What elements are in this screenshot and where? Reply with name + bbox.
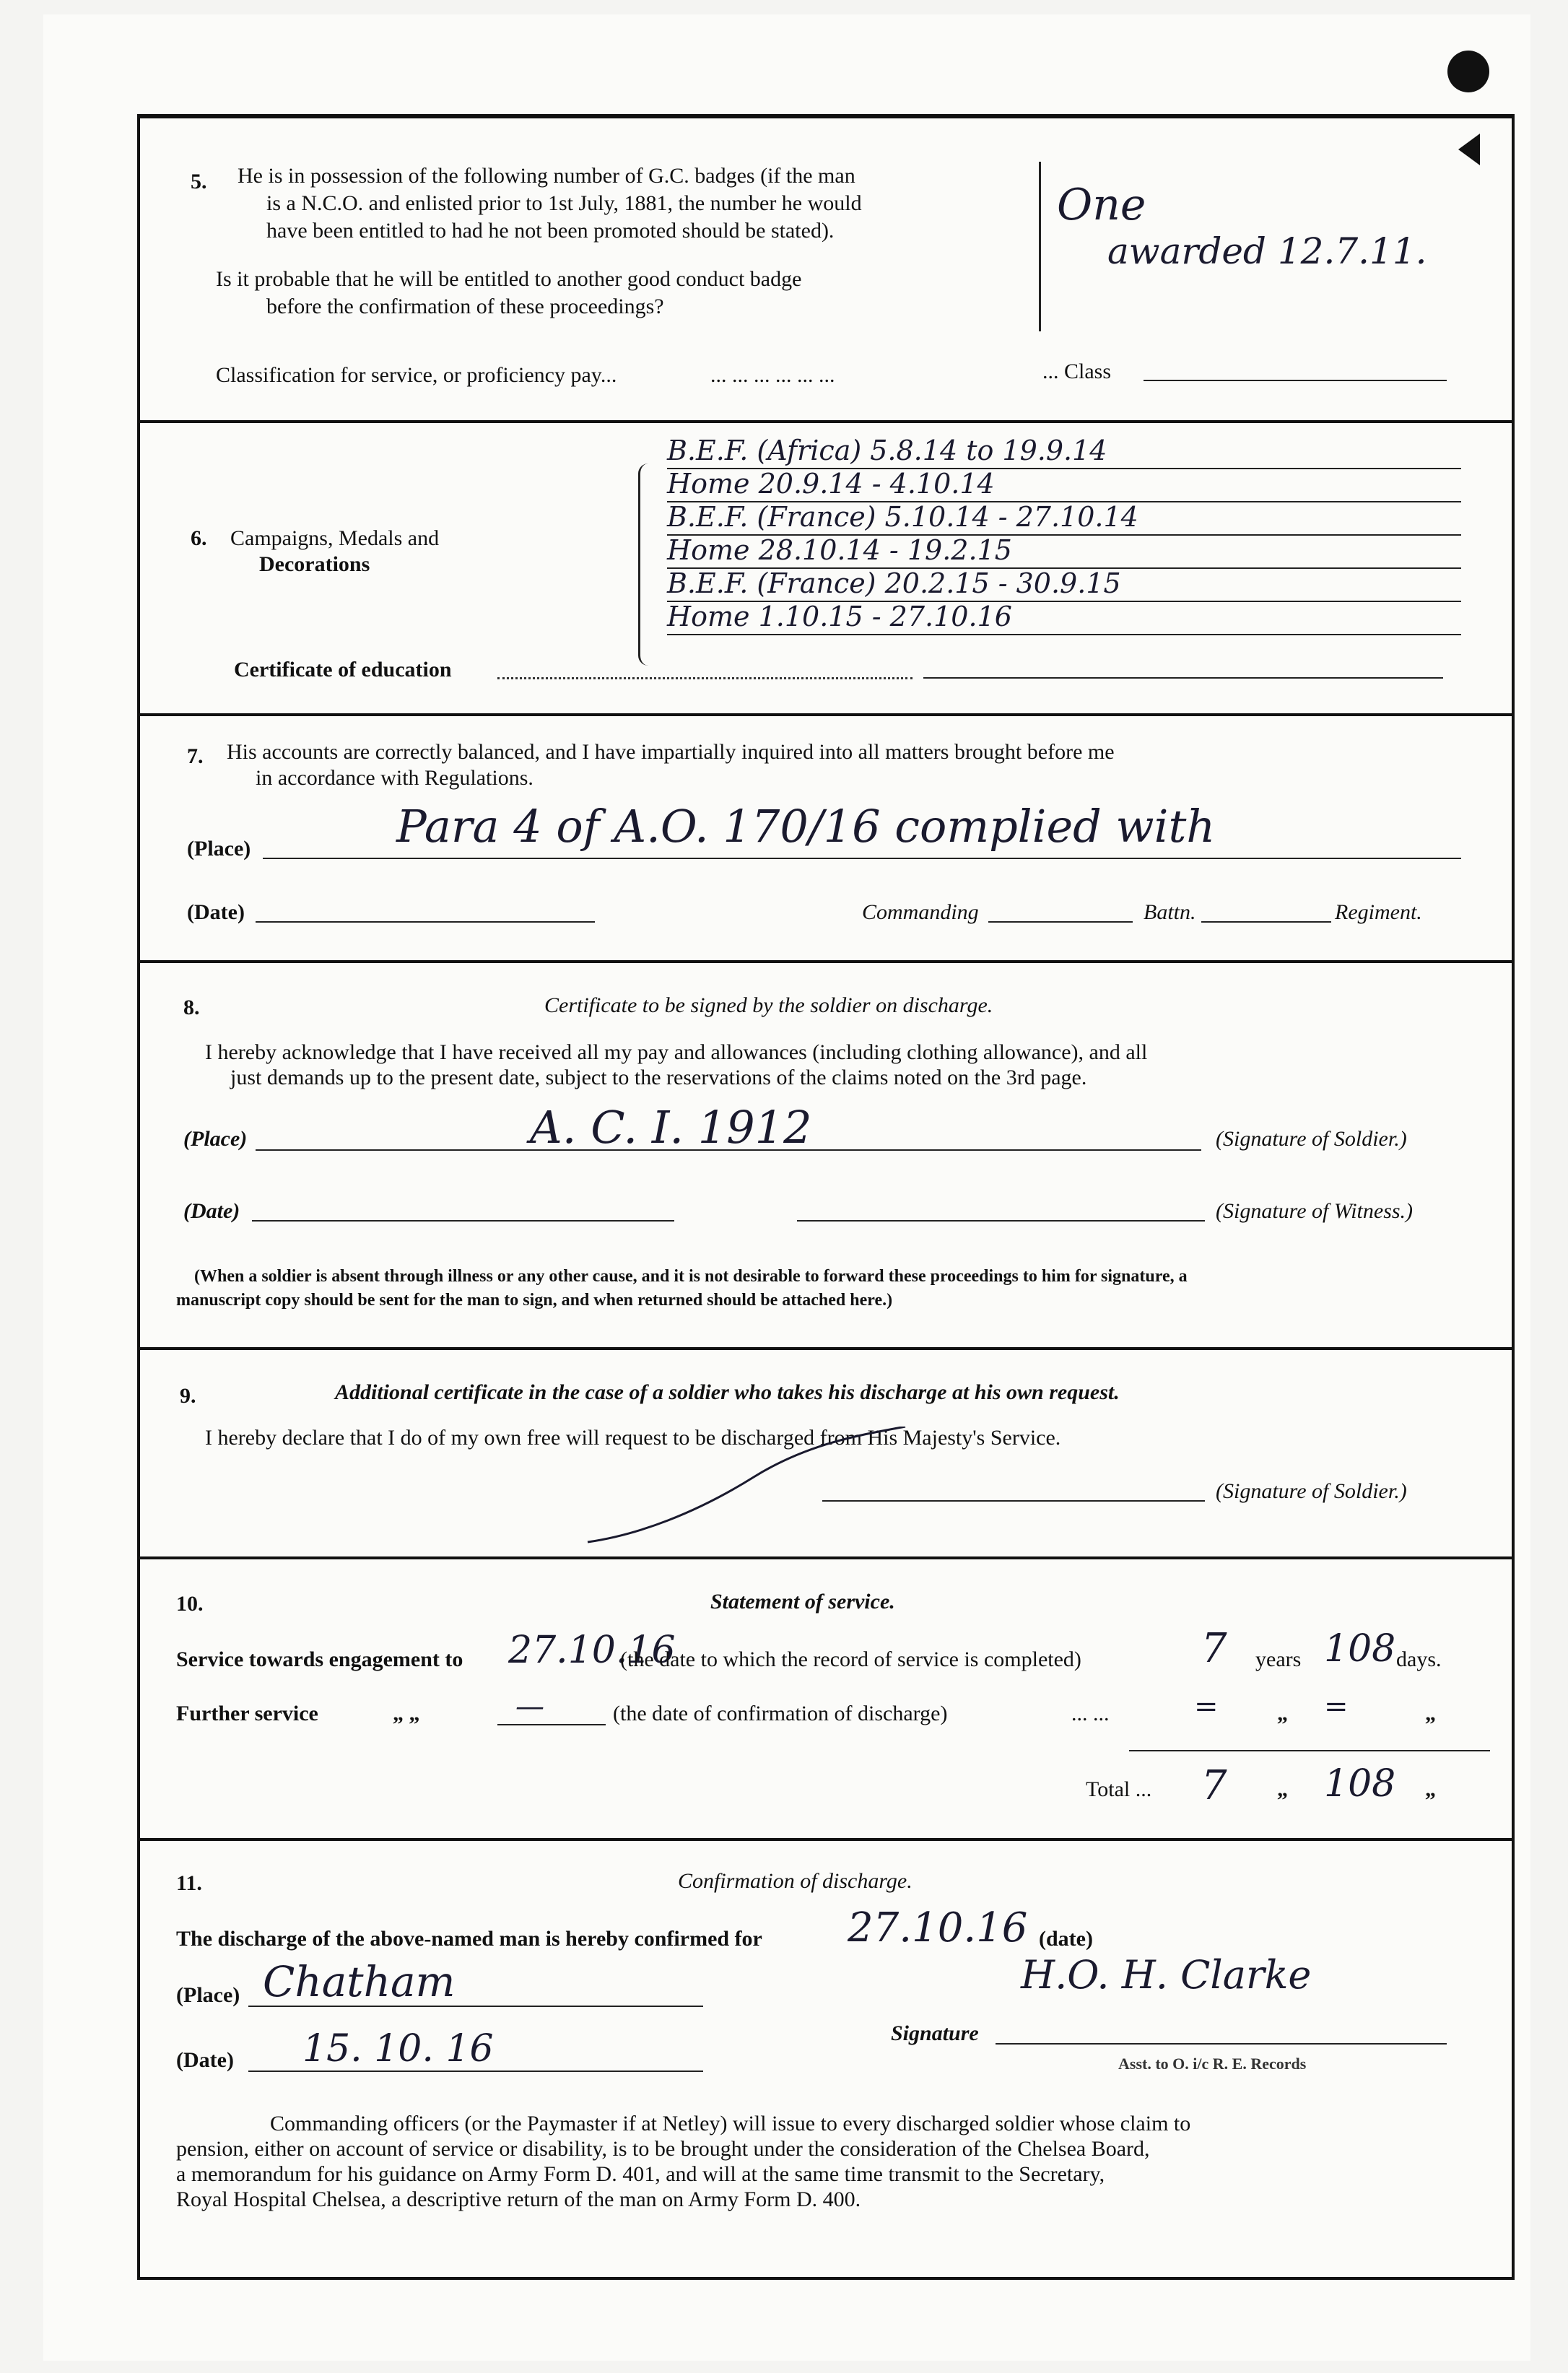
further-service-label: Further service (176, 1702, 318, 1725)
soldier-signature-field (822, 1500, 1205, 1502)
regiment-label: Regiment. (1335, 900, 1422, 924)
section-5-line2: is a N.C.O. and enlisted prior to 1st July, 1881, the number he would (266, 191, 862, 215)
section-7-number: 7. (187, 744, 204, 768)
classification-label: Classification for service, or proficiency pay... (216, 363, 617, 387)
education-dots (497, 677, 913, 679)
section-5-number: 5. (191, 170, 207, 193)
campaign-entry: Home 20.9.14 - 4.10.14 (667, 468, 995, 500)
campaigns-label: Campaigns, Medals and (230, 526, 440, 550)
campaign-entry: Home 28.10.14 - 19.2.15 (667, 534, 1012, 566)
campaign-entry: Home 1.10.15 - 27.10.16 (667, 601, 1012, 632)
place-field (248, 2006, 703, 2007)
punch-hole (1447, 51, 1489, 92)
section-8-note2: manuscript copy should be sent for the man to sign, and when returned should be attached here.) (176, 1291, 893, 1310)
ditto-mark: „ (1277, 1777, 1288, 1801)
commanding-label: Commanding (862, 900, 979, 924)
ditto-mark: „ (1425, 1702, 1436, 1725)
campaign-entry: B.E.F. (France) 20.2.15 - 30.9.15 (667, 567, 1121, 599)
days-value: 108 (1324, 1627, 1396, 1671)
campaign-rule (667, 634, 1461, 635)
campaign-entry: B.E.F. (Africa) 5.8.14 to 19.9.14 (667, 435, 1107, 466)
date-label: (Date) (176, 2048, 234, 2072)
date-handwritten: 15. 10. 16 (302, 2027, 494, 2071)
section-7-line2: in accordance with Regulations. (256, 766, 533, 790)
section-8-line1: I hereby acknowledge that I have received all my pay and allowances (including clothing allowance), and all (205, 1040, 1148, 1064)
days-label: days. (1396, 1647, 1442, 1671)
signature-stroke (580, 1427, 913, 1549)
section-10-heading: Statement of service. (710, 1590, 895, 1614)
place-label: (Place) (176, 1983, 240, 2007)
ditto-mark: „ (1425, 1777, 1436, 1801)
section-7 (140, 713, 1512, 963)
signature-of-soldier-label: (Signature of Soldier.) (1216, 1127, 1407, 1151)
further-dots: ... ... (1071, 1702, 1110, 1725)
section-11-heading: Confirmation of discharge. (678, 1869, 913, 1893)
section-9-number: 9. (180, 1384, 196, 1408)
battn-label: Battn. (1144, 900, 1196, 924)
engagement-label: Service towards engagement to (176, 1647, 463, 1671)
class-field (1144, 380, 1447, 381)
further-days-handwritten: = (1324, 1690, 1349, 1723)
place-handwritten: Chatham (263, 1957, 456, 2006)
brace (1032, 162, 1041, 331)
signature-stamp: Asst. to O. i/c R. E. Records (1118, 2055, 1307, 2073)
date-field (252, 1220, 674, 1222)
discharge-form (137, 114, 1515, 2280)
section-11-note1: Commanding officers (or the Paymaster if at Netley) will issue to every discharged soldier whose claim to (270, 2112, 1191, 2135)
total-years-handwritten: 7 (1201, 1762, 1227, 1809)
date-word: (date) (1039, 1927, 1093, 1951)
date-field (248, 2071, 703, 2072)
decorations-label: Decorations (259, 552, 370, 576)
place-field (263, 858, 1461, 859)
section-9 (140, 1347, 1512, 1559)
signature-label: Signature (891, 2021, 979, 2045)
section-11-number: 11. (176, 1871, 202, 1895)
section-8-number: 8. (183, 996, 200, 1019)
section-5-question2: before the confirmation of these proceedings? (266, 295, 664, 318)
further-service-text: (the date of confirmation of discharge) (613, 1702, 948, 1725)
years-value: 7 (1201, 1625, 1227, 1672)
page-mark (1458, 134, 1480, 165)
section-11-note2: pension, either on account of service or disability, is to be brought under the consideration of the Chelsea Board, (176, 2137, 1150, 2161)
further-date-field (497, 1724, 606, 1725)
brace (638, 463, 650, 666)
section-11-note4: Royal Hospital Chelsea, a descriptive return of the man on Army Form D. 400. (176, 2187, 861, 2211)
section-11-note3: a memorandum for his guidance on Army Form D. 401, and will at the same time transmit to the Secretary, (176, 2162, 1105, 2186)
section-8-heading: Certificate to be signed by the soldier on discharge. (544, 993, 993, 1017)
engagement-date-handwritten: 27.10.16 (508, 1629, 676, 1672)
witness-field (797, 1220, 1205, 1222)
further-date-handwritten: — (515, 1690, 544, 1723)
signature-field (996, 2043, 1447, 2045)
ditto-mark: „ (1277, 1702, 1288, 1725)
place-label: (Place) (187, 837, 251, 861)
total-rule (1129, 1750, 1490, 1751)
gc-badges-awarded: awarded 12.7.11. (1107, 230, 1427, 272)
date-label: (Date) (183, 1199, 240, 1223)
place-handwritten: A. C. I. 1912 (530, 1101, 812, 1154)
campaign-entry: B.E.F. (France) 5.10.14 - 27.10.14 (667, 501, 1138, 533)
section-5-line3: have been entitled to had he not been promoted should be stated). (266, 219, 835, 243)
confirmation-date-handwritten: 27.10.16 (848, 1904, 1028, 1951)
section-9-line1: I hereby declare that I do of my own free will request to be discharged from His Majesty's Service. (205, 1426, 1061, 1450)
signature-of-soldier-label: (Signature of Soldier.) (1216, 1479, 1407, 1503)
engagement-text: (the date to which the record of service is completed) (620, 1647, 1081, 1671)
place-label: (Place) (183, 1127, 248, 1151)
signature-handwritten: H.O. H. Clarke (1021, 1952, 1312, 1998)
section-8 (140, 960, 1512, 1350)
place-handwritten: Para 4 of A.O. 170/16 complied with (396, 800, 1216, 853)
ditto-marks: „ „ (393, 1702, 420, 1725)
section-10 (140, 1556, 1512, 1841)
signature-of-witness-label: (Signature of Witness.) (1216, 1199, 1414, 1223)
section-6 (140, 420, 1512, 716)
class-label: ... Class (1042, 360, 1112, 383)
section-9-heading: Additional certificate in the case of a soldier who takes his discharge at his own request. (335, 1380, 1120, 1404)
total-days-handwritten: 108 (1324, 1762, 1396, 1806)
classification-dots: ... ... ... ... ... ... (710, 363, 835, 387)
battn-field (1201, 921, 1331, 923)
section-5-question1: Is it probable that he will be entitled to another good conduct badge (216, 267, 802, 291)
section-8-note1: (When a soldier is absent through illness or any other cause, and it is not desirable to forward these proceedings to him for signature, a (194, 1267, 1188, 1286)
confirmation-line: The discharge of the above-named man is hereby confirmed for (176, 1927, 762, 1951)
further-years-handwritten: = (1194, 1690, 1219, 1723)
education-label: Certificate of education (234, 658, 452, 682)
years-label: years (1255, 1647, 1302, 1671)
commanding-field (988, 921, 1133, 923)
section-7-line1: His accounts are correctly balanced, and I have impartially inquired into all matters brought before me (227, 740, 1115, 764)
section-11 (140, 1838, 1512, 2271)
section-6-number: 6. (191, 526, 207, 550)
section-5 (140, 118, 1512, 423)
education-field (923, 677, 1443, 679)
gc-badges-count: One (1057, 180, 1146, 230)
date-label: (Date) (187, 900, 245, 924)
date-field (256, 921, 595, 923)
total-label: Total ... (1086, 1777, 1152, 1801)
section-10-number: 10. (176, 1592, 204, 1616)
section-8-line2: just demands up to the present date, subject to the reservations of the claims noted on the 3rd page. (230, 1066, 1087, 1089)
section-5-line1: He is in possession of the following number of G.C. badges (if the man (238, 164, 855, 188)
